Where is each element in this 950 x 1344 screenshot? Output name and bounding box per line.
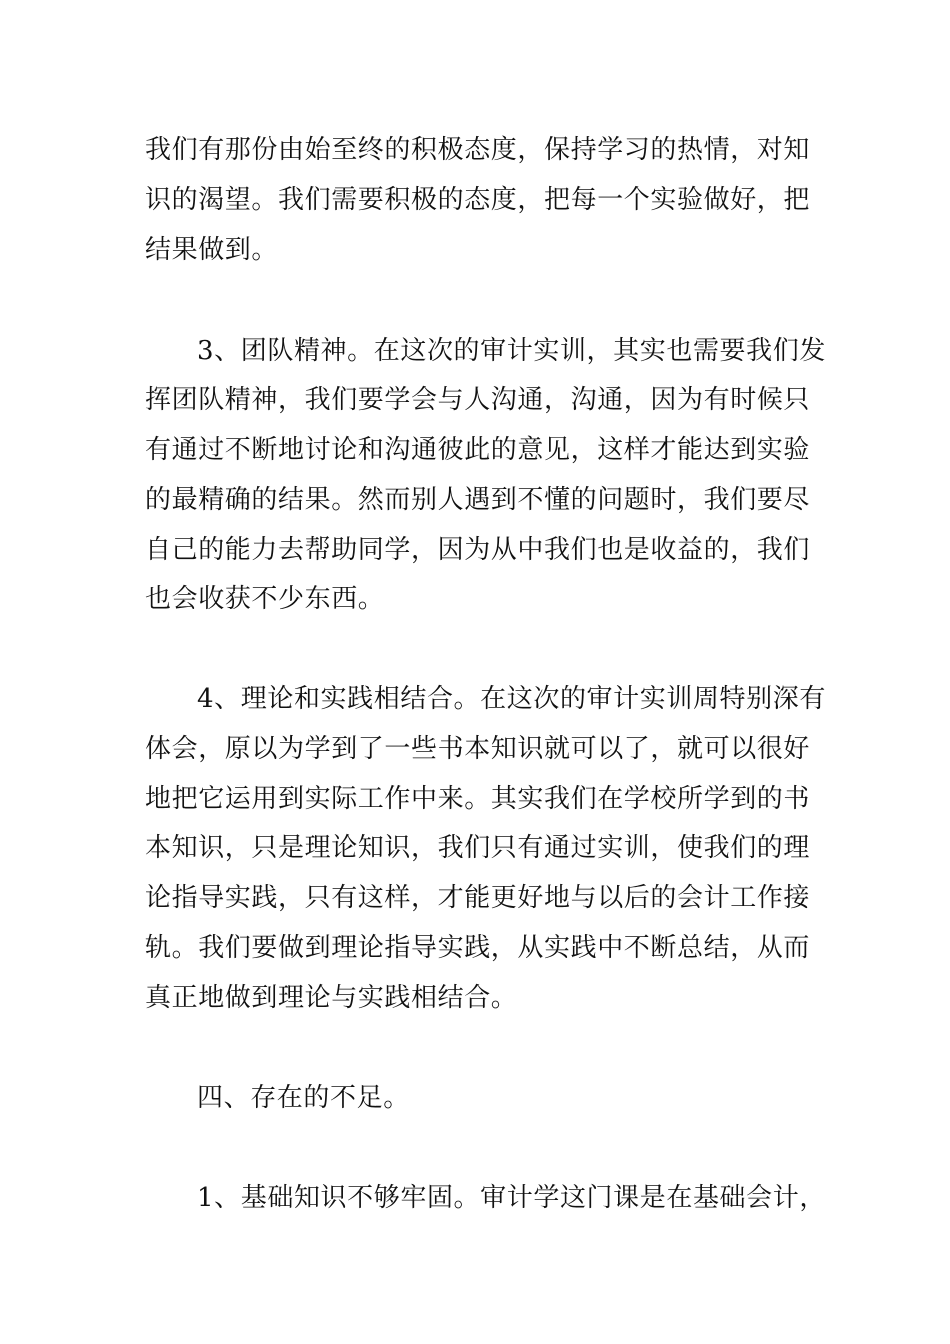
paragraph-line: 本知识，只是理论知识，我们只有通过实训，使我们的理 bbox=[145, 833, 811, 863]
paragraph-line: 结果做到。 bbox=[145, 235, 279, 265]
paragraph-line: 1、基础知识不够牢固。审计学这门课是在基础会计， bbox=[197, 1183, 826, 1213]
paragraph-line: 真正地做到理论与实践相结合。 bbox=[145, 983, 518, 1013]
paragraph-line: 地把它运用到实际工作中来。其实我们在学校所学到的书 bbox=[145, 784, 811, 814]
paragraph-line: 论指导实践，只有这样，才能更好地与以后的会计工作接 bbox=[145, 883, 811, 913]
paragraph-line: 轨。我们要做到理论指导实践，从实践中不断总结，从而 bbox=[145, 933, 811, 963]
paragraph-line: 我们有那份由始至终的积极态度，保持学习的热情，对知 bbox=[145, 135, 811, 165]
paragraph-line: 的最精确的结果。然而别人遇到不懂的问题时，我们要尽 bbox=[145, 485, 811, 515]
paragraph-line: 自己的能力去帮助同学，因为从中我们也是收益的，我们 bbox=[145, 535, 811, 565]
paragraph-line: 4、理论和实践相结合。在这次的审计实训周特别深有 bbox=[197, 684, 826, 714]
paragraph-line: 3、团队精神。在这次的审计实训，其实也需要我们发 bbox=[197, 336, 826, 366]
paragraph-line: 也会收获不少东西。 bbox=[145, 584, 385, 614]
paragraph-line: 识的渴望。我们需要积极的态度，把每一个实验做好，把 bbox=[145, 185, 811, 215]
paragraph-line: 有通过不断地讨论和沟通彼此的意见，这样才能达到实验 bbox=[145, 435, 811, 465]
paragraph-line: 挥团队精神，我们要学会与人沟通，沟通，因为有时候只 bbox=[145, 385, 811, 415]
paragraph-line: 体会，原以为学到了一些书本知识就可以了，就可以很好 bbox=[145, 734, 811, 764]
section-heading: 四、存在的不足。 bbox=[197, 1083, 410, 1113]
